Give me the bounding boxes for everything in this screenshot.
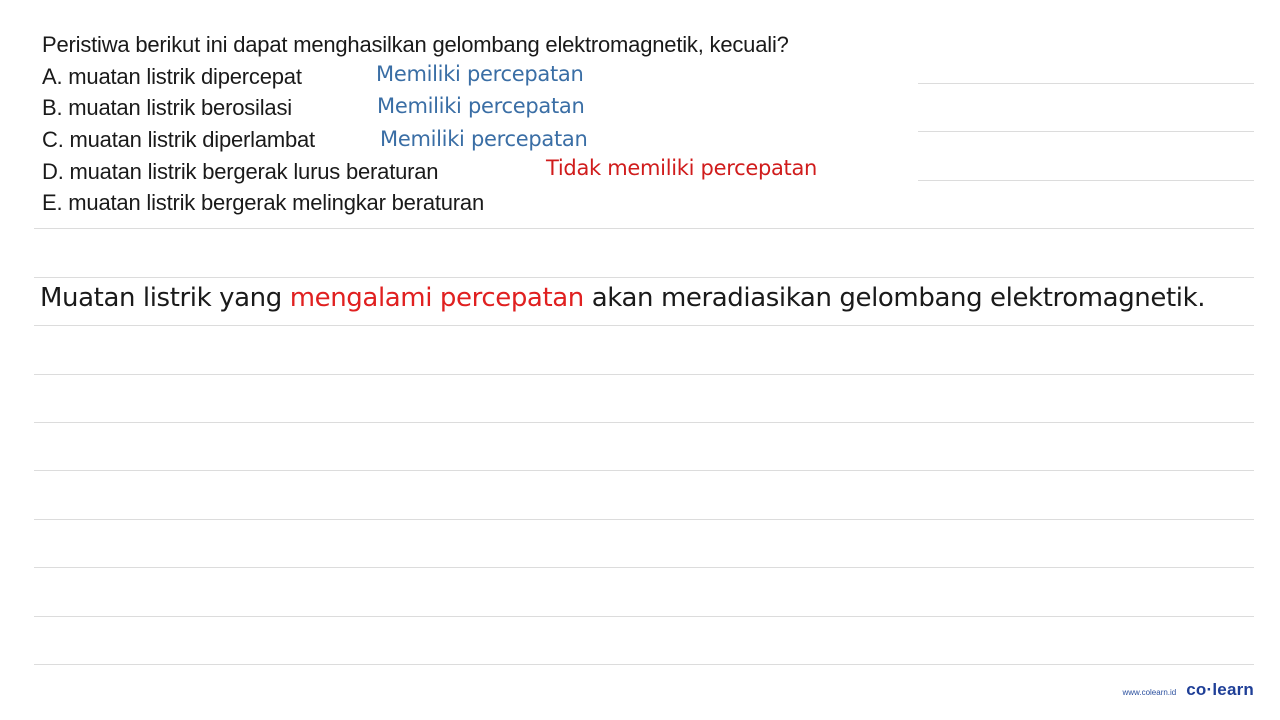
statement-after: akan meradiasikan gelombang elektromagnetik.	[583, 283, 1206, 313]
question-text: Peristiwa berikut ini dapat menghasilkan gelombang elektromagnetik, kecuali?	[42, 32, 789, 57]
colearn-logo: co·learn	[1186, 680, 1254, 699]
statement-highlight: mengalami percepatan	[289, 283, 584, 313]
explanation-statement	[40, 285, 1205, 311]
option-a: A. muatan listrik dipercepat	[42, 64, 302, 89]
ruled-line	[918, 131, 1254, 132]
ruled-line	[918, 83, 1254, 84]
ruled-line	[34, 228, 1254, 229]
option-d-note: Tidak memiliki percepatan	[546, 156, 818, 180]
option-e: E. muatan listrik bergerak melingkar beraturan	[42, 190, 485, 215]
ruled-line	[34, 567, 1254, 568]
footer-url: www.colearn.id	[1122, 688, 1177, 697]
option-d: D. muatan listrik bergerak lurus beraturan	[42, 159, 439, 184]
option-b-note: Memiliki percepatan	[377, 94, 585, 118]
ruled-line	[34, 277, 1254, 278]
ruled-line	[34, 325, 1254, 326]
statement-before: Muatan listrik yang	[40, 283, 290, 313]
option-a-note: Memiliki percepatan	[376, 62, 584, 86]
ruled-line	[34, 374, 1254, 375]
option-b: B. muatan listrik berosilasi	[42, 95, 292, 120]
footer-branding	[1122, 680, 1254, 700]
ruled-line	[34, 470, 1254, 471]
ruled-line	[918, 180, 1254, 181]
ruled-line	[34, 519, 1254, 520]
ruled-line	[34, 616, 1254, 617]
option-c-note: Memiliki percepatan	[380, 127, 588, 151]
ruled-line	[34, 664, 1254, 665]
option-c: C. muatan listrik diperlambat	[42, 127, 315, 152]
ruled-line	[34, 422, 1254, 423]
